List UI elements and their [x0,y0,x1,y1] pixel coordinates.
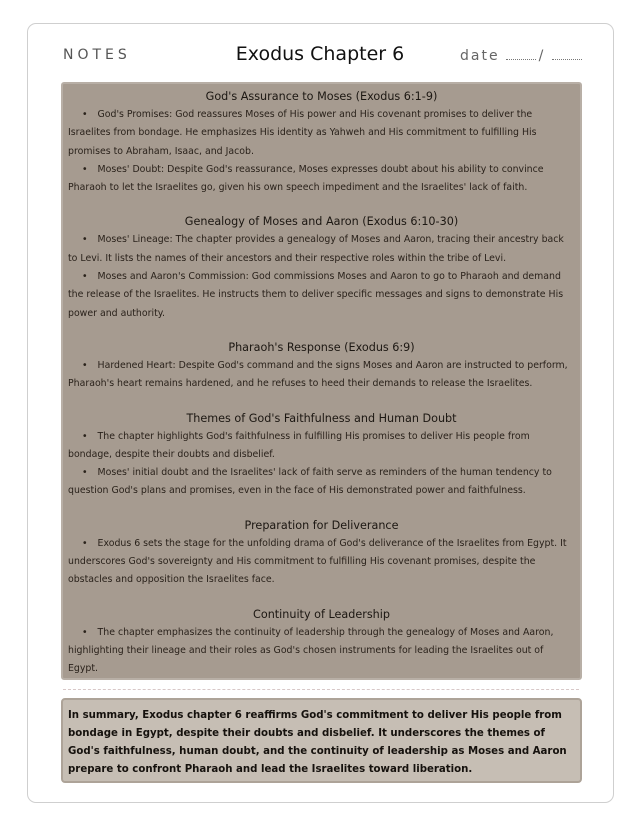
bullet-icon: • [82,359,88,371]
bullet-item: • Hardened Heart: Despite God's command and the signs Moses and Aaron are instructed to perform, Pharaoh's heart remains hardened, and he refuses to heed their demands to release the Israelites. [68,359,568,390]
bullet-icon: • [82,626,88,638]
bullet-item: • Moses and Aaron's Commission: God commissions Moses and Aaron to go to Pharaoh and demand the release of the Israelites. He instructs them to deliver specific messages and signs to demonstrate His power and authority. [68,271,564,319]
section-continuity [68,606,575,679]
bullet-icon: • [82,109,88,120]
notes-label: NOTES [63,47,131,63]
date-blank-day [506,47,536,60]
summary-box [61,698,582,783]
section-heading: God's Assurance to Moses (Exodus 6:1-9) [205,90,438,103]
bullet-item: • Moses' initial doubt and the Israelites' lack of faith serve as reminders of the human tendency to question God's plans and promises, even in the face of His demonstrated power and faithfulness. [68,467,552,497]
section-gods-assurance [68,88,575,197]
summary-text: In summary, Exodus chapter 6 reaffirms God's commitment to deliver His people from bondage in Egypt, despite their doubts and disbelief. It underscores the themes of God's faithfulness, human doubt, and the continuity of leadership as Moses and Aaron prepare to confront Pharaoh and lead the Israelites toward liberation. [68,710,567,775]
section-heading: Genealogy of Moses and Aaron (Exodus 6:10-30) [184,215,459,229]
bullet-icon: • [82,234,88,246]
bullet-icon: • [82,537,88,549]
section-themes [68,410,575,501]
section-heading: Pharaoh's Response (Exodus 6:9) [228,340,415,354]
bullet-icon: • [82,163,88,175]
dashed-divider [63,689,579,690]
bullet-icon: • [82,430,88,442]
date-slash: / [538,48,544,64]
section-heading: Themes of God's Faithfulness and Human Doubt [186,411,457,425]
bullet-icon: • [82,271,88,283]
date-label: date [460,48,500,64]
section-heading: Preparation for Deliverance [244,518,399,532]
date-blank-month [552,47,582,60]
bullet-item: • Moses' Lineage: The chapter provides a genealogy of Moses and Aaron, tracing their ancestry back to Levi. It lists the names of their ancestors and their respective roles within the tribe of Levi. [68,234,564,264]
bullet-item: • The chapter emphasizes the continuity of leadership through the genealogy of Moses and Aaron, highlighting their lineage and their roles as God's chosen instruments for leading the Israelites out of Egypt. [68,626,554,675]
section-pharaohs-response [68,339,575,394]
bullet-item: • The chapter highlights God's faithfulness in fulfilling His promises to deliver His people from bondage, despite their doubts and disbelief. [68,430,530,460]
bullet-item: • Moses' Doubt: Despite God's reassurance, Moses expresses doubt about his ability to convince Pharaoh to let the Israelites go, given his own speech impediment and the Israelites' lack of faith. [68,163,544,194]
bullet-item: • Exodus 6 sets the stage for the unfolding drama of God's deliverance of the Israelites from Egypt. It underscores God's sovereignty and His commitment to fulfilling His covenant promises, despite the obstacles and opposition the Israelites face. [68,537,567,586]
section-heading: Continuity of Leadership [253,607,390,621]
date-field [460,47,582,64]
page-title: Exodus Chapter 6 [235,43,405,65]
bullet-item: • God's Promises: God reassures Moses of His power and His covenant promises to deliver the Israelites from bondage. He emphasizes His identity as Yahweh and His commitment to fulfilling His promises to Abraham, Isaac, and Jacob. [68,109,537,157]
bullet-icon: • [82,467,88,479]
section-genealogy [68,213,575,322]
notes-content-box [61,82,582,680]
section-preparation [68,517,575,590]
